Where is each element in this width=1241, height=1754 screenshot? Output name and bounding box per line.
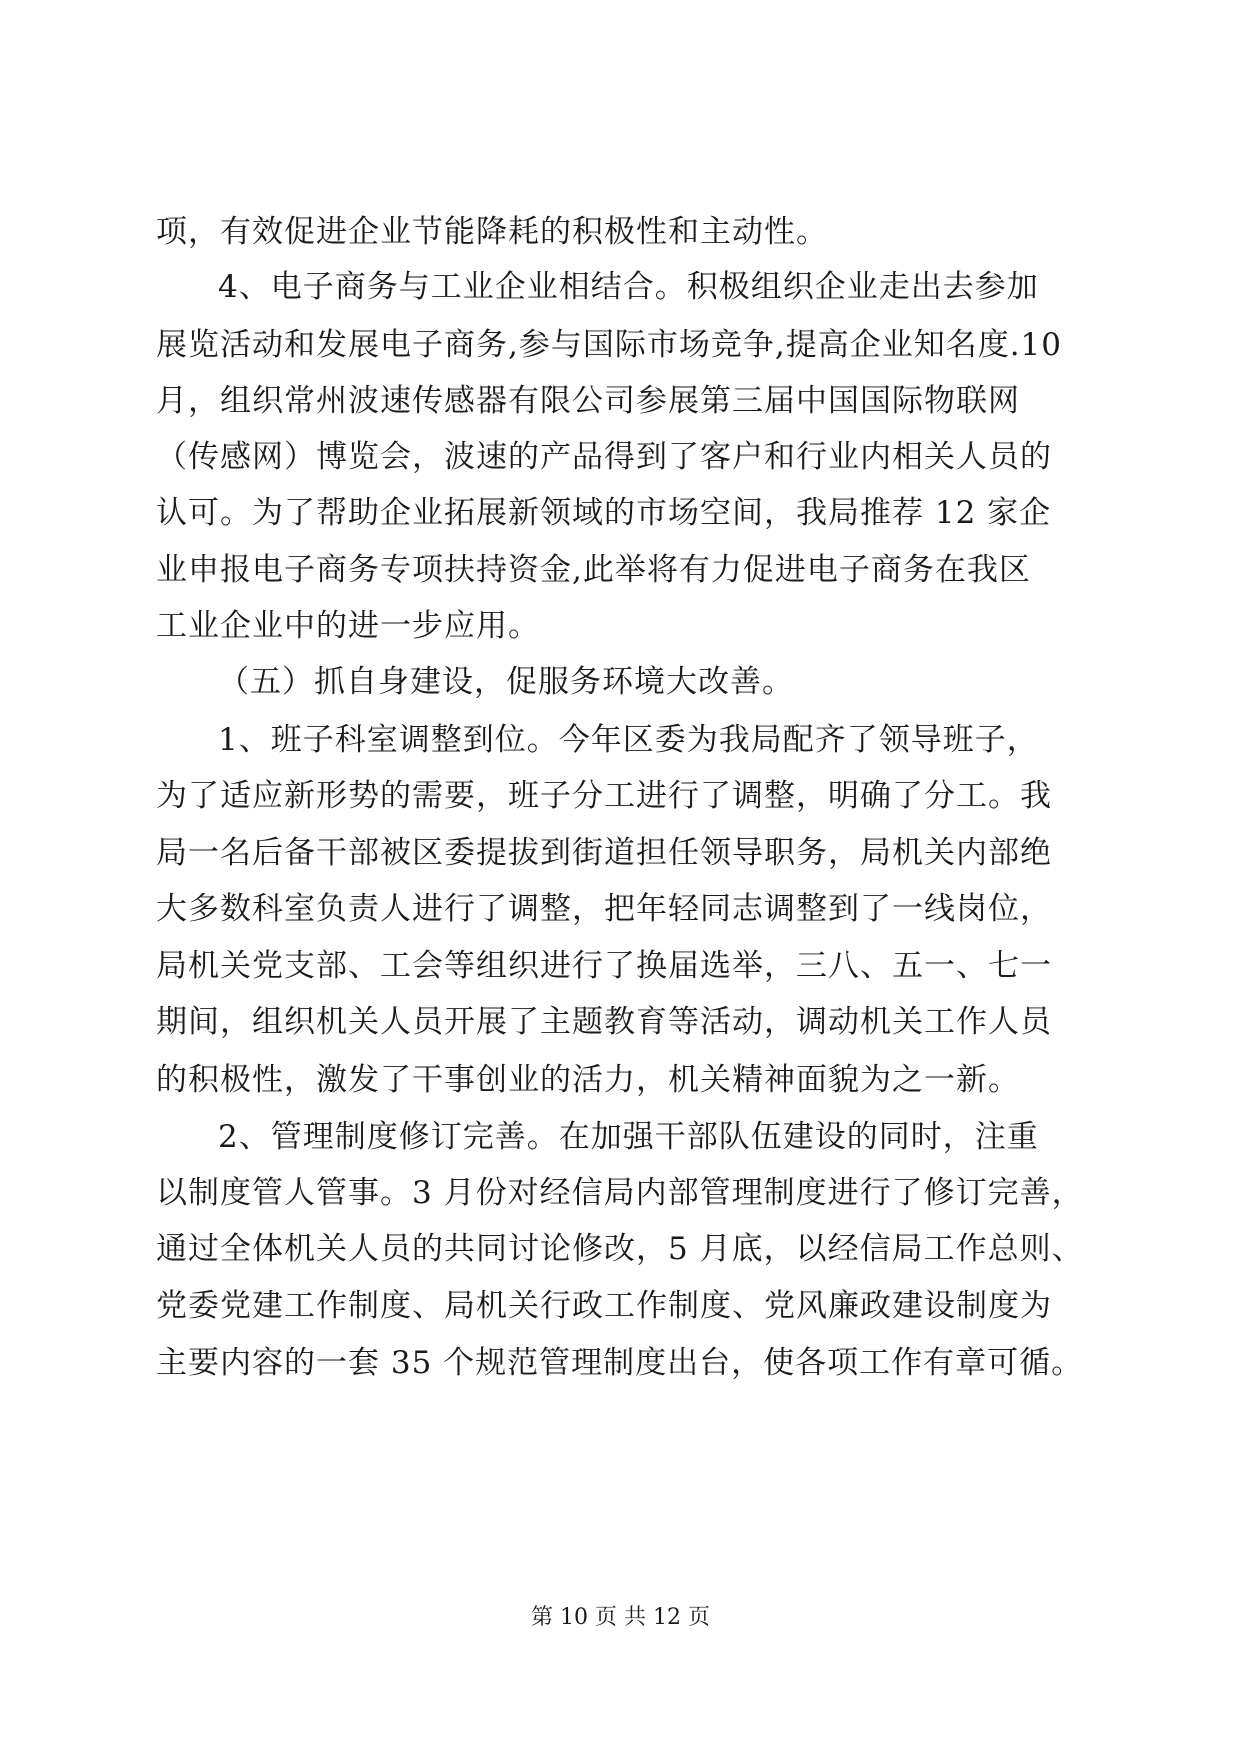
text-line: 工业企业中的进一步应用。 <box>156 608 540 644</box>
text-line: 期间，组织机关人员开展了主题教育等活动，调动机关工作人员 <box>156 1004 1052 1040</box>
text-line: 2、管理制度修订完善。在加强干部队伍建设的同时，注重 <box>218 1119 1039 1155</box>
text-line: 局一名后备干部被区委提拔到街道担任领导职务，局机关内部绝 <box>156 835 1052 871</box>
text-line: 1、班子科室调整到位。今年区委为我局配齐了领导班子， <box>218 722 1039 758</box>
text-line: 月，组织常州波速传感器有限公司参展第三届中国国际物联网 <box>156 383 1020 419</box>
section-heading: （五）抓自身建设，促服务环境大改善。 <box>218 664 794 700</box>
text-line: 党委党建工作制度、局机关行政工作制度、党风廉政建设制度为 <box>156 1288 1052 1324</box>
text-line: 的积极性，激发了干事创业的活力，机关精神面貌为之一新。 <box>156 1062 1020 1098</box>
text-line: 局机关党支部、工会等组织进行了换届选举，三八、五一、七一 <box>156 948 1052 984</box>
text-line: 大多数科室负责人进行了调整，把年轻同志调整到了一线岗位， <box>156 891 1052 927</box>
text-line: 认可。为了帮助企业拓展新领域的市场空间，我局推荐 12 家企 <box>156 495 1052 531</box>
text-line: 4、电子商务与工业企业相结合。积极组织企业走出去参加 <box>218 269 1039 305</box>
text-line: 展览活动和发展电子商务,参与国际市场竞争,提高企业知名度.10 <box>156 327 1063 363</box>
text-line: 以制度管人管事。3 月份对经信局内部管理制度进行了修订完善， <box>156 1175 1084 1211</box>
text-line: （传感网）博览会，波速的产品得到了客户和行业内相关人员的 <box>156 439 1052 475</box>
text-line: 通过全体机关人员的共同讨论修改，5 月底，以经信局工作总则、 <box>156 1231 1084 1267</box>
text-line: 为了适应新形势的需要，班子分工进行了调整，明确了分工。我 <box>156 778 1052 814</box>
text-line: 业申报电子商务专项扶持资金,此举将有力促进电子商务在我区 <box>156 552 1031 588</box>
text-line: 主要内容的一套 35 个规范管理制度出台，使各项工作有章可循。 <box>156 1345 1084 1381</box>
text-line: 项，有效促进企业节能降耗的积极性和主动性。 <box>156 214 828 250</box>
page-number-footer: 第 10 页 共 12 页 <box>531 1605 710 1630</box>
